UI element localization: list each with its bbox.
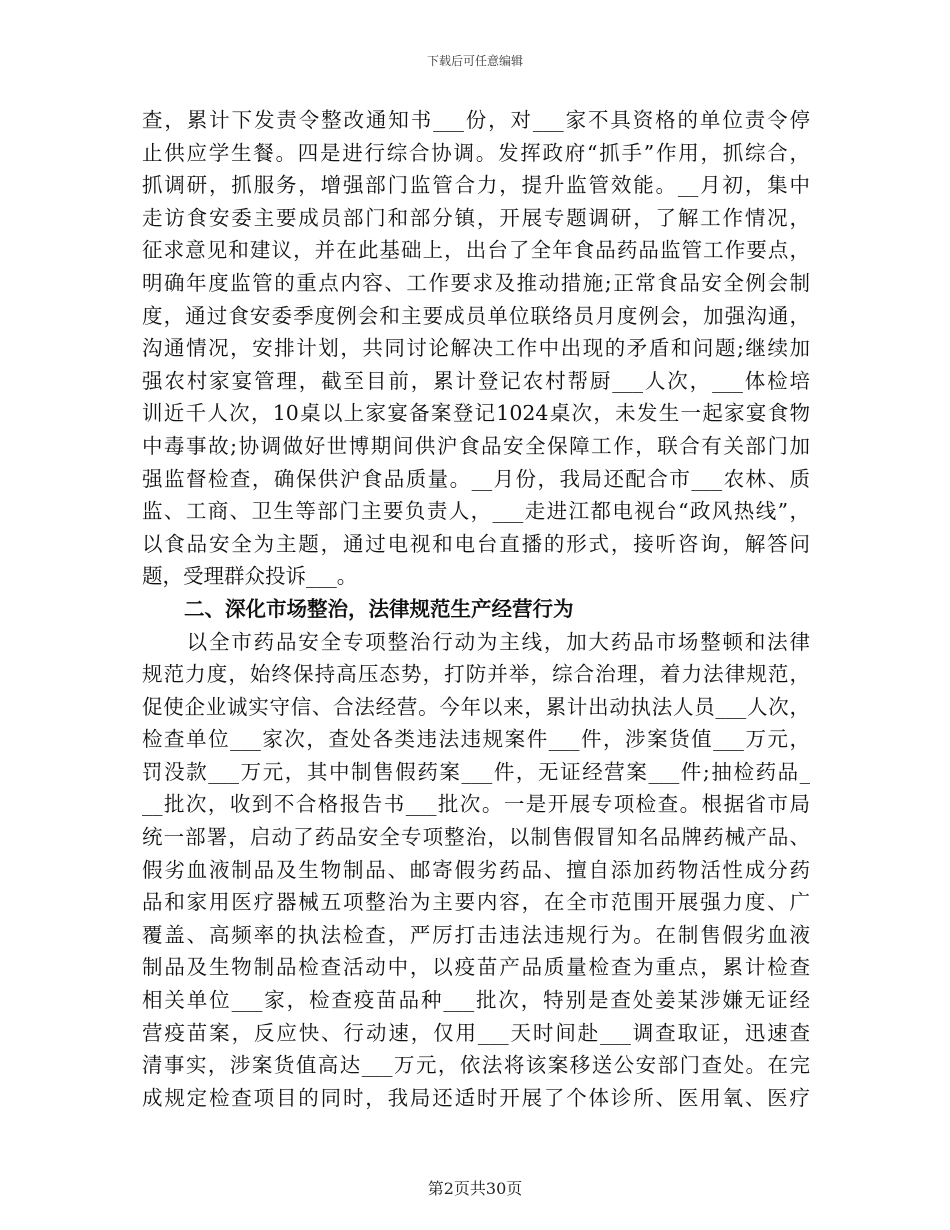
text-line: 明确年度监管的重点内容、工作要求及推动措施;正常食品安全例会制: [142, 270, 810, 295]
page-header-note: 下载后可任意编辑: [426, 54, 523, 68]
text-line: 强农村家宴管理，截至目前，累计登记农村帮厨___人次，___体检培: [142, 368, 810, 393]
text-line: 中毒事故;协调做好世博期间供沪食品安全保障工作，联合有关部门加: [142, 433, 810, 458]
text-line: 抓调研，抓服务，增强部门监管合力，提升监管效能。__月初，集中: [142, 173, 810, 198]
text-line: 沟通情况，安排计划，共同讨论解决工作中出现的矛盾和问题;继续加: [142, 336, 810, 361]
text-line: 罚没款___万元，其中制售假药案___件，无证经营案___件;抽检药品_: [142, 759, 810, 784]
text-line: 假劣血液制品及生物制品、邮寄假劣药品、擅自添加药物活性成分药: [142, 857, 810, 882]
text-line: 制品及生物制品检查活动中，以疫苗产品质量检查为重点，累计检查: [142, 955, 810, 980]
text-line: 促使企业诚实守信、合法经营。今年以来，累计出动执法人员___人次，: [142, 694, 810, 719]
text-line: 以全市药品安全专项整治行动为主线，加大药品市场整顿和法律: [142, 629, 810, 654]
text-line: 营疫苗案，反应快、行动速，仅用___天时间赴___调查取证，迅速查: [142, 1020, 810, 1045]
text-line: 强监督检查，确保供沪食品质量。__月份，我局还配合市___农林、质: [142, 466, 810, 491]
text-line: 监、工商、卫生等部门主要负责人，___走进江都电视台“政风热线”，: [142, 499, 810, 524]
text-line: 度，通过食安委季度例会和主要成员单位联络员月度例会，加强沟通，: [142, 303, 810, 328]
text-line: 查，累计下发责令整改通知书___份，对___家不具资格的单位责令停: [142, 108, 810, 132]
text-line: 规范力度，始终保持高压态势，打防并举，综合治理，着力法律规范，: [142, 662, 810, 687]
page-number: 第2页共30页: [427, 1179, 523, 1198]
paragraph-1: [142, 104, 810, 593]
text-line: __批次，收到不合格报告书___批次。一是开展专项检查。根据省市局: [142, 792, 810, 817]
text-line: 止供应学生餐。四是进行综合协调。发挥政府“抓手”作用，抓综合，: [142, 140, 810, 165]
text-line: 征求意见和建议，并在此基础上，出台了全年食品药品监管工作要点，: [142, 238, 810, 263]
document-body: [142, 104, 810, 1114]
text-line: 品和家用医疗器械五项整治为主要内容，在全市范围开展强力度、广: [142, 890, 810, 915]
section-heading: 二、深化市场整治，法律规范生产经营行为: [184, 596, 574, 621]
text-line: 走访食安委主要成员部门和部分镇，开展专题调研，了解工作情况，: [142, 205, 810, 230]
text-line: 检查单位___家次，查处各类违法违规案件___件，涉案货值___万元，: [142, 727, 810, 752]
text-line: 统一部署，启动了药品安全专项整治，以制售假冒知名品牌药械产品、: [142, 825, 810, 850]
text-line: 相关单位___家，检查疫苗品种___批次，特别是查处姜某涉嫌无证经: [142, 988, 810, 1013]
text-line: 成规定检查项目的同时，我局还适时开展了个体诊所、医用氧、医疗: [142, 1085, 810, 1110]
paragraph-2: [142, 626, 810, 1115]
text-line: 覆盖、高频率的执法检查，严厉打击违法违规行为。在制售假劣血液: [142, 922, 810, 947]
text-line: 题，受理群众投诉___。: [142, 564, 358, 589]
text-line: 清事实，涉案货值高达___万元，依法将该案移送公安部门查处。在完: [142, 1053, 810, 1078]
text-line: 训近千人次，10桌以上家宴备案登记1024桌次，未发生一起家宴食物: [142, 401, 810, 426]
text-line: 以食品安全为主题，通过电视和电台直播的形式，接听咨询，解答问: [142, 531, 810, 556]
